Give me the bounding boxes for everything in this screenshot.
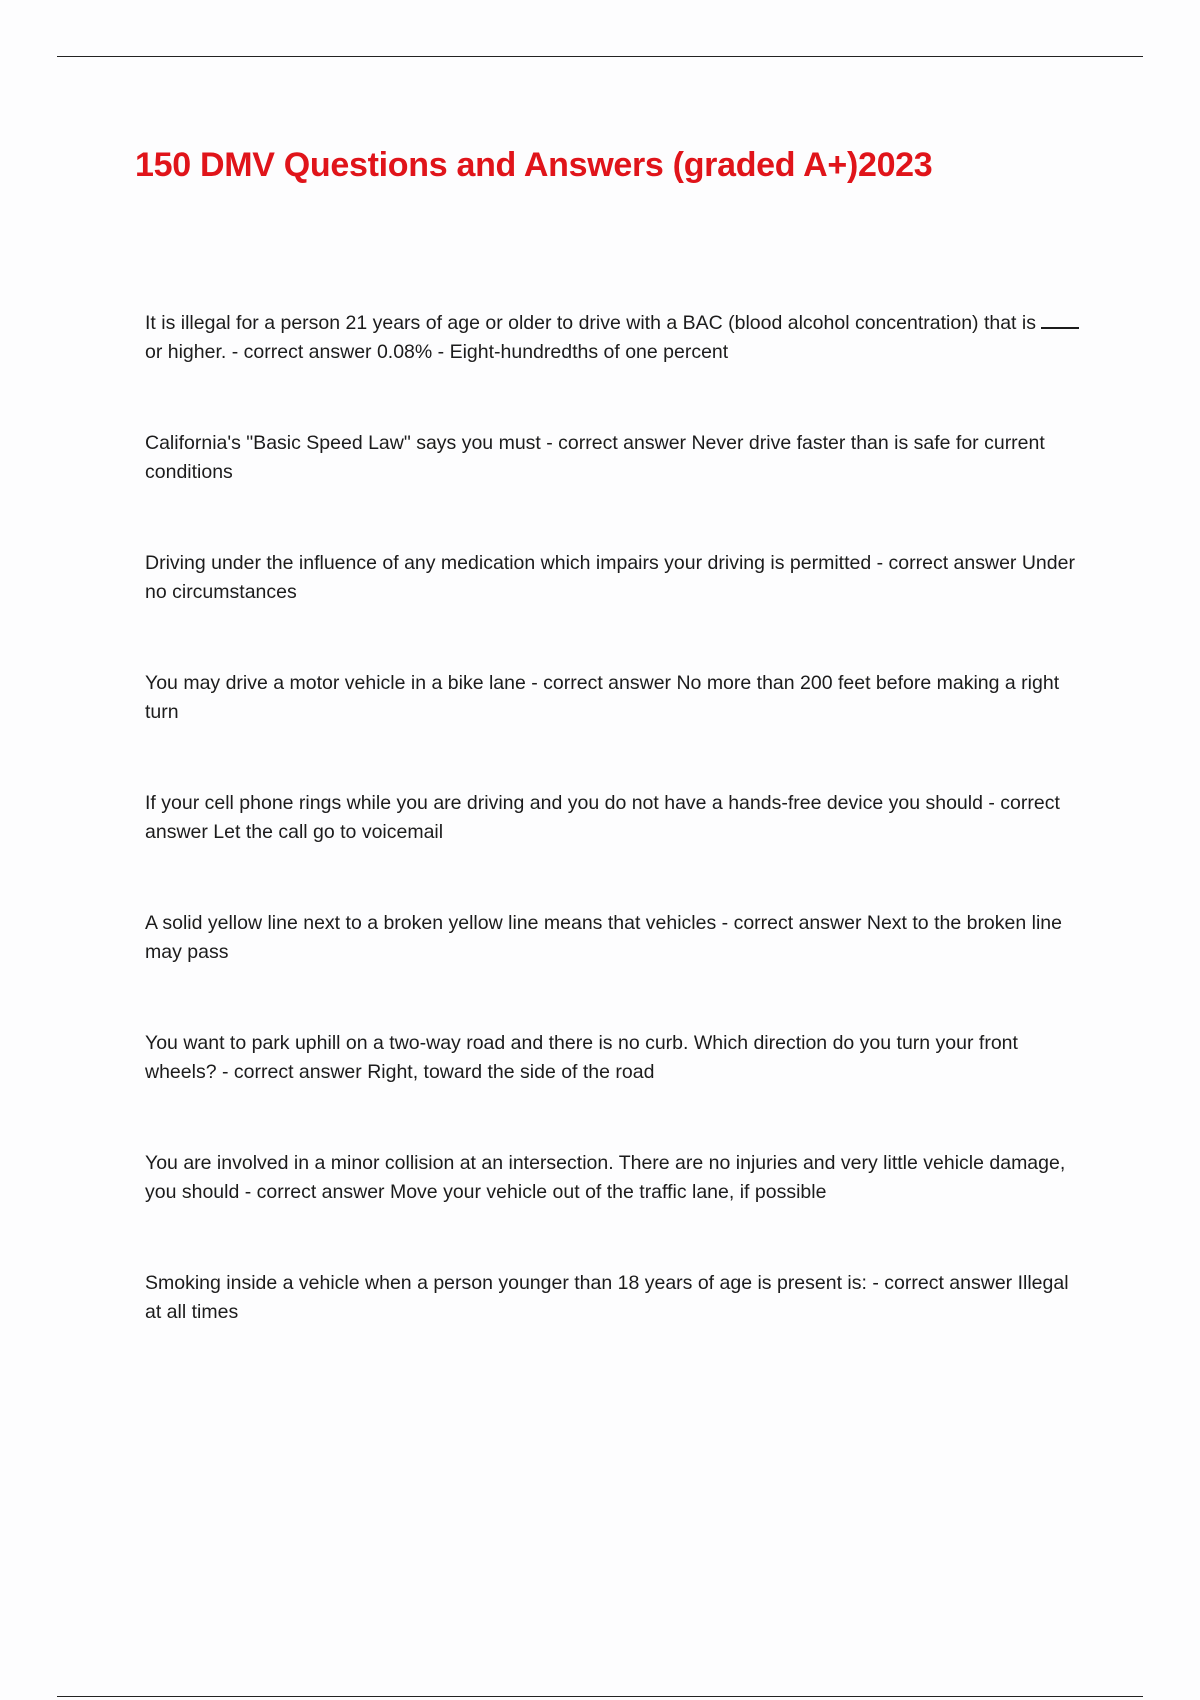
qa-answer-label: correct answer (256, 1180, 385, 1203)
qa-question: A solid yellow line next to a broken yellow line means that vehicles (145, 912, 717, 934)
qa-separator: - (716, 912, 734, 934)
fill-in-blank (1041, 326, 1079, 329)
qa-item-2 (145, 429, 1085, 549)
qa-answer-label: correct answer (233, 1060, 362, 1083)
qa-answer-label: correct answer (145, 792, 1060, 843)
qa-answer-label: correct answer (558, 432, 687, 454)
qa-separator: - (540, 432, 559, 454)
qa-item-9 (145, 1269, 1085, 1389)
qa-question: You want to park uphill on a two-way road and there is no curb. Which direction do you turn your front wheels? (145, 1032, 1018, 1083)
qa-separator: - (866, 1272, 885, 1294)
qa-answer-label: correct answer (733, 912, 862, 934)
qa-question: You are involved in a minor collision at an intersection. There are no injuries and very little vehicle damage, you should (145, 1152, 1066, 1203)
qa-item-4 (145, 669, 1085, 789)
qa-item-6 (145, 909, 1085, 1029)
qa-separator: - (982, 792, 1001, 814)
qa-answer: 0.08% - Eight-hundredths of one percent (376, 340, 729, 363)
qa-item-7 (145, 1029, 1085, 1149)
qa-item-1 (145, 309, 1085, 429)
qa-item-5 (145, 789, 1085, 909)
qa-answer-label: correct answer (543, 672, 672, 694)
qa-question: You may drive a motor vehicle in a bike lane (145, 672, 526, 694)
qa-item-3 (145, 549, 1085, 669)
qa-question-continued: or higher. (145, 340, 227, 363)
qa-question: Smoking inside a vehicle when a person younger than 18 years of age is present is: (145, 1272, 867, 1294)
qa-separator: - (239, 1180, 257, 1203)
qa-question: If your cell phone rings while you are driving and you do not have a hands-free device you should (145, 792, 983, 814)
document-title: 150 DMV Questions and Answers (graded A+)2023 (135, 146, 933, 184)
qa-answer: Illegal at all times (145, 1272, 1069, 1323)
qa-item-8 (145, 1149, 1085, 1269)
qa-answer: Never drive faster than is safe for current conditions (145, 432, 1045, 483)
qa-question: Driving under the influence of any medication which impairs your driving is permitted (145, 552, 872, 574)
qa-question: California's "Basic Speed Law" says you must (145, 432, 541, 454)
qa-separator: - (226, 340, 244, 363)
footer-rule (57, 1696, 1143, 1697)
qa-answer: Right, toward the side of the road (367, 1060, 655, 1083)
qa-answer-label: correct answer (888, 552, 1017, 574)
qa-answer-label: correct answer (884, 1272, 1013, 1294)
qa-question: It is illegal for a person 21 years of age or older to drive with a BAC (blood alcohol concentration) that is (145, 312, 1042, 334)
qa-list (145, 309, 1085, 1389)
qa-separator: - (216, 1060, 234, 1083)
qa-separator: - (525, 672, 544, 694)
qa-answer-label: correct answer (243, 340, 372, 363)
header-rule (57, 56, 1143, 57)
qa-answer: No more than 200 feet before making a right turn (145, 672, 1060, 723)
qa-answer: Move your vehicle out of the traffic lane, if possible (389, 1180, 827, 1203)
qa-answer: Under no circumstances (145, 552, 1075, 603)
qa-answer: Let the call go to voicemail (213, 820, 444, 843)
qa-answer: Next to the broken line may pass (145, 912, 1062, 963)
qa-separator: - (871, 552, 889, 574)
